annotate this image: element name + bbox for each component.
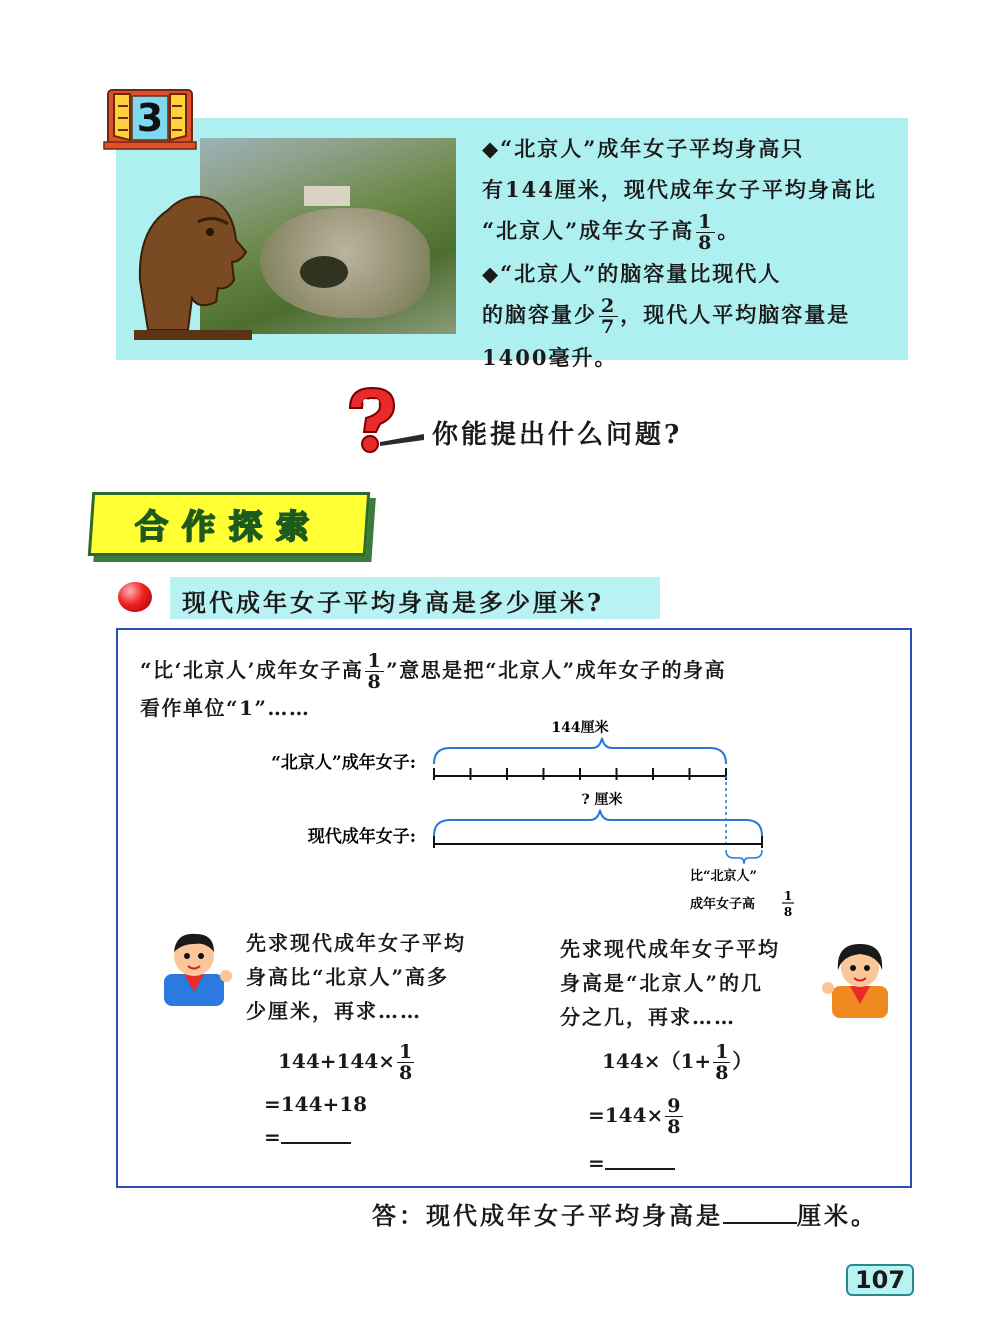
fraction-denominator: 8 <box>399 1062 413 1084</box>
boy-speech <box>246 926 526 1028</box>
boy-calc3-text: = <box>264 1125 281 1149</box>
fraction-denominator: 8 <box>698 232 714 254</box>
explanation-part2: ”意思是把“北京人”成年女子的身高 <box>386 658 727 682</box>
page-number: 107 <box>846 1264 914 1296</box>
answer-blank[interactable] <box>605 1150 675 1170</box>
fraction-numerator: 1 <box>698 211 714 233</box>
fraction-numerator: 1 <box>367 650 383 672</box>
row2-label: 现代成年女子: <box>307 827 416 847</box>
problem-facts <box>482 128 902 378</box>
fraction-two-sevenths <box>599 296 618 337</box>
section-title <box>88 492 370 556</box>
girl-calc1-post: ） <box>732 1049 753 1073</box>
girl-calc3-text: = <box>588 1151 605 1175</box>
sub-question-bar <box>170 577 660 619</box>
line-segment-diagram <box>220 712 820 932</box>
bottom-brace <box>726 850 762 864</box>
boy-line1: 先求现代成年女子平均 <box>246 931 466 955</box>
label-144cm: 144厘米 <box>551 720 609 736</box>
answer-blank[interactable] <box>281 1124 351 1144</box>
fact2-line2 <box>482 294 902 337</box>
row1-label: “北京人”成年女子: <box>271 753 416 773</box>
cave-shape <box>300 256 348 288</box>
fact1-line2: 有144厘米，现代成年女子平均身高比 <box>482 177 877 202</box>
explanation-line2: 看作单位“1”…… <box>140 696 311 720</box>
peking-man-bust-icon <box>128 170 258 340</box>
boy-line2: 身高比“北京人”高多 <box>246 965 450 989</box>
window-number-badge-icon <box>100 86 200 150</box>
fraction-numerator: 9 <box>667 1095 681 1117</box>
explanation-part1: “比‘北京人’成年女子高 <box>140 658 364 682</box>
fact1-line1: ◆“北京人”成年女子平均身高只 <box>482 136 805 161</box>
fraction-denominator: 7 <box>601 316 617 338</box>
section-title-text: 合作探索 <box>134 507 323 546</box>
boy-calc-line3 <box>264 1124 351 1149</box>
segment-ticks <box>434 768 726 780</box>
fact1-text: “北京人”成年女子高 <box>482 218 695 243</box>
girl-student-icon <box>820 938 900 1018</box>
fraction-one-eighth <box>397 1042 414 1083</box>
sub-question-text: 现代成年女子平均身高是多少厘米? <box>182 588 605 617</box>
boy-calc-line2: =144+18 <box>264 1092 368 1116</box>
prompt-question: 你能提出什么问题? <box>432 420 683 450</box>
answer-pre: 答：现代成年女子平均身高是 <box>372 1201 723 1230</box>
girl-speech <box>560 932 830 1034</box>
fact2-tail: ，现代人平均脑容量是 <box>620 302 851 327</box>
boy-calc-line1 <box>278 1042 416 1083</box>
girl-line1: 先求现代成年女子平均 <box>560 937 780 961</box>
fraction-numerator: 2 <box>601 295 617 317</box>
girl-calc-line3 <box>588 1150 675 1175</box>
girl-calc-line1 <box>602 1042 752 1083</box>
question-mark-mascot-icon <box>336 386 426 456</box>
note-line2: 成年女子高 <box>690 897 756 912</box>
red-ball-icon <box>118 582 152 612</box>
explanation-line1 <box>140 651 900 692</box>
fraction-one-eighth <box>696 212 715 253</box>
fact2-line3: 1400毫升。 <box>482 345 618 370</box>
fraction-numerator: 1 <box>399 1041 413 1063</box>
fraction-denominator: 8 <box>715 1062 729 1084</box>
fact2-text: 的脑容量少 <box>482 302 597 327</box>
rock-shape <box>260 208 430 318</box>
girl-line2: 身高是“北京人”的几 <box>560 971 764 995</box>
answer-blank[interactable] <box>723 1204 797 1224</box>
answer-post: 厘米。 <box>797 1201 878 1230</box>
boy-student-icon <box>154 926 234 1006</box>
problem-number: 3 <box>136 96 164 140</box>
note-frac-num: 1 <box>783 889 793 903</box>
fraction-one-eighth <box>713 1042 730 1083</box>
fraction-numerator: 1 <box>715 1041 729 1063</box>
note-line1: 比“北京人” <box>690 869 757 884</box>
answer-line <box>372 1196 878 1231</box>
girl-calc1-pre: 144×（1+ <box>602 1049 712 1073</box>
fraction-one-eighth <box>365 651 384 692</box>
boy-line3: 少厘米，再求…… <box>246 999 422 1023</box>
boy-calc1-text: 144+144× <box>278 1049 396 1073</box>
fact2-line1: ◆“北京人”的脑容量比现代人 <box>482 261 782 286</box>
girl-line3: 分之几，再求…… <box>560 1005 736 1029</box>
fraction-denominator: 8 <box>367 671 383 693</box>
fact1-end: 。 <box>717 218 741 243</box>
girl-calc2-text: =144× <box>588 1103 664 1127</box>
fact1-line3 <box>482 210 902 253</box>
girl-calc-line2 <box>588 1096 685 1137</box>
fraction-nine-eighths <box>665 1096 682 1137</box>
fraction-denominator: 8 <box>667 1116 681 1138</box>
note-frac-den: 8 <box>783 905 793 919</box>
top-brace <box>434 738 726 764</box>
middle-brace <box>434 810 762 836</box>
label-unknown-cm: ? 厘米 <box>581 792 623 808</box>
building-shape <box>304 186 350 206</box>
